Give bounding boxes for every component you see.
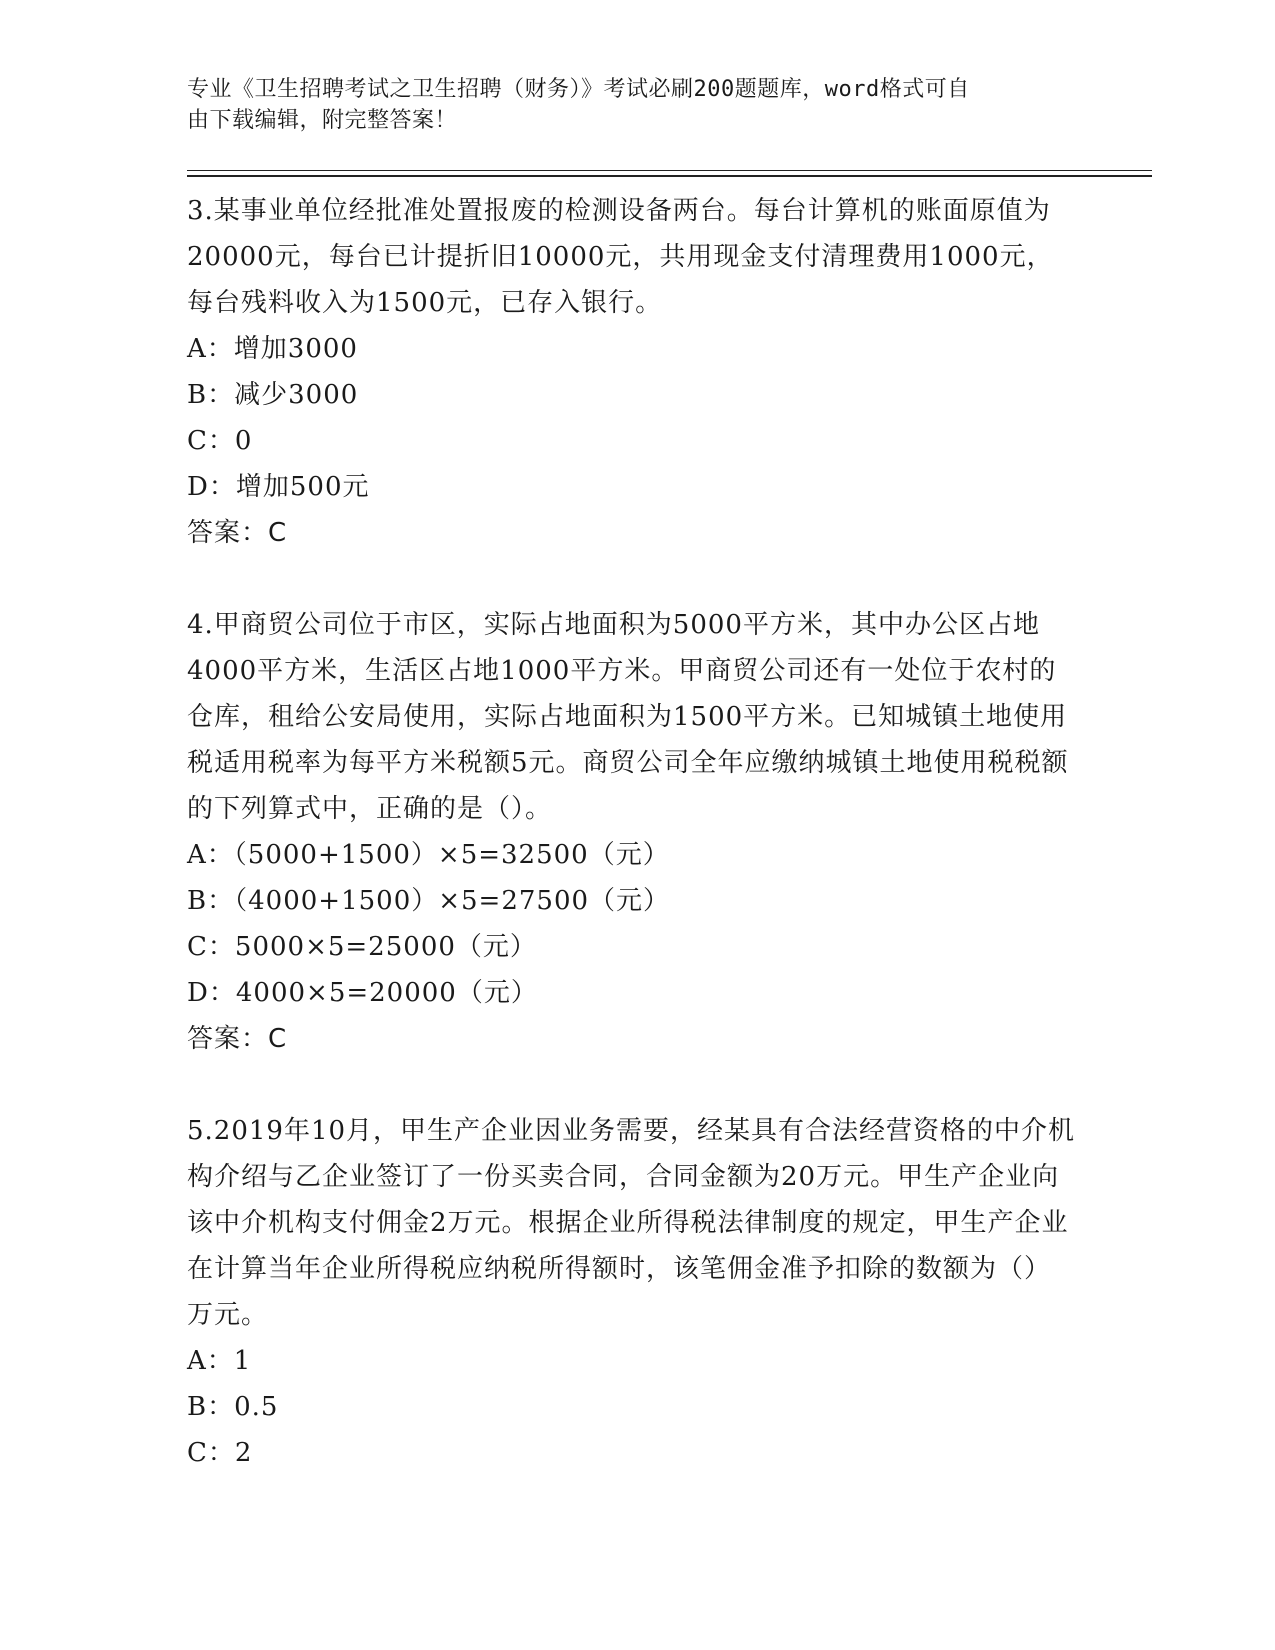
- option-c: [187, 1430, 1077, 1476]
- question-text: 3.某事业单位经批准处置报废的检测设备两台。每台计算机的账面原值为20000元，每台已计提折旧10000元，共用现金支付清理费用1000元，每台残料收入为1500元，已存入银行。: [187, 196, 1054, 318]
- option-c: [187, 418, 1077, 464]
- option-label: B：: [187, 380, 235, 410]
- option-b: [187, 878, 1077, 924]
- option-text: 4000×5=20000（元）: [235, 978, 538, 1008]
- option-b: [187, 1384, 1077, 1430]
- option-text: 减少3000: [234, 380, 359, 410]
- option-d: [187, 464, 1077, 510]
- option-a: [187, 832, 1077, 878]
- option-c: [187, 924, 1077, 970]
- answer: 答案：C: [187, 518, 288, 548]
- option-label: C：: [187, 1438, 235, 1468]
- option-text: 1: [233, 1346, 252, 1376]
- option-a: [187, 1338, 1077, 1384]
- question-4: [187, 602, 1077, 1062]
- option-b: [187, 372, 1077, 418]
- question-5: [187, 1108, 1077, 1476]
- option-text: （4000+1500）×5=27500（元）: [234, 886, 671, 916]
- header-line-2: 由下载编辑，附完整答案！: [187, 108, 458, 133]
- header-divider-thin: [187, 170, 1152, 171]
- option-text: 增加500元: [235, 472, 370, 502]
- option-label: B：: [187, 886, 235, 916]
- option-text: 0: [234, 426, 253, 456]
- option-label: C：: [187, 932, 235, 962]
- option-label: A：: [187, 334, 234, 364]
- header-divider-thick: [187, 175, 1152, 177]
- option-label: D：: [187, 472, 236, 502]
- option-label: C：: [187, 426, 235, 456]
- option-text: （5000+1500）×5=32500（元）: [233, 840, 670, 870]
- answer: 答案：C: [187, 1024, 288, 1054]
- option-text: 5000×5=25000（元）: [234, 932, 537, 962]
- option-a: [187, 326, 1077, 372]
- question-text: 5.2019年10月，甲生产企业因业务需要，经某具有合法经营资格的中介机构介绍与乙企业签订了一份买卖合同，合同金额为20万元。甲生产企业向该中介机构支付佣金2万元。根据企业所得税法律制度的规定，甲生产企业在计算当年企业所得税应纳税所得额时，该笔佣金准予扣除的数额为（）万元。: [187, 1116, 1076, 1330]
- option-label: A：: [187, 840, 234, 870]
- option-label: B：: [187, 1392, 235, 1422]
- header-line-1: 专业《卫生招聘考试之卫生招聘（财务）》考试必刷200题题库，word格式可自: [187, 77, 970, 102]
- option-d: [187, 970, 1077, 1016]
- option-text: 增加3000: [233, 334, 358, 364]
- question-list: [187, 188, 1077, 1522]
- document-header: [187, 74, 1067, 136]
- question-3: [187, 188, 1077, 556]
- option-label: D：: [187, 978, 236, 1008]
- question-text: 4.甲商贸公司位于市区，实际占地面积为5000平方米，其中办公区占地4000平方米，生活区占地1000平方米。甲商贸公司还有一处位于农村的仓库，租给公安局使用，实际占地面积为1500平方米。已知城镇土地使用税适用税率为每平方米税额5元。商贸公司全年应缴纳城镇土地使用税税额的下列算式中，正确的是（）。: [187, 610, 1069, 824]
- option-text: 2: [234, 1438, 253, 1468]
- option-label: A：: [187, 1346, 234, 1376]
- option-text: 0.5: [234, 1392, 279, 1422]
